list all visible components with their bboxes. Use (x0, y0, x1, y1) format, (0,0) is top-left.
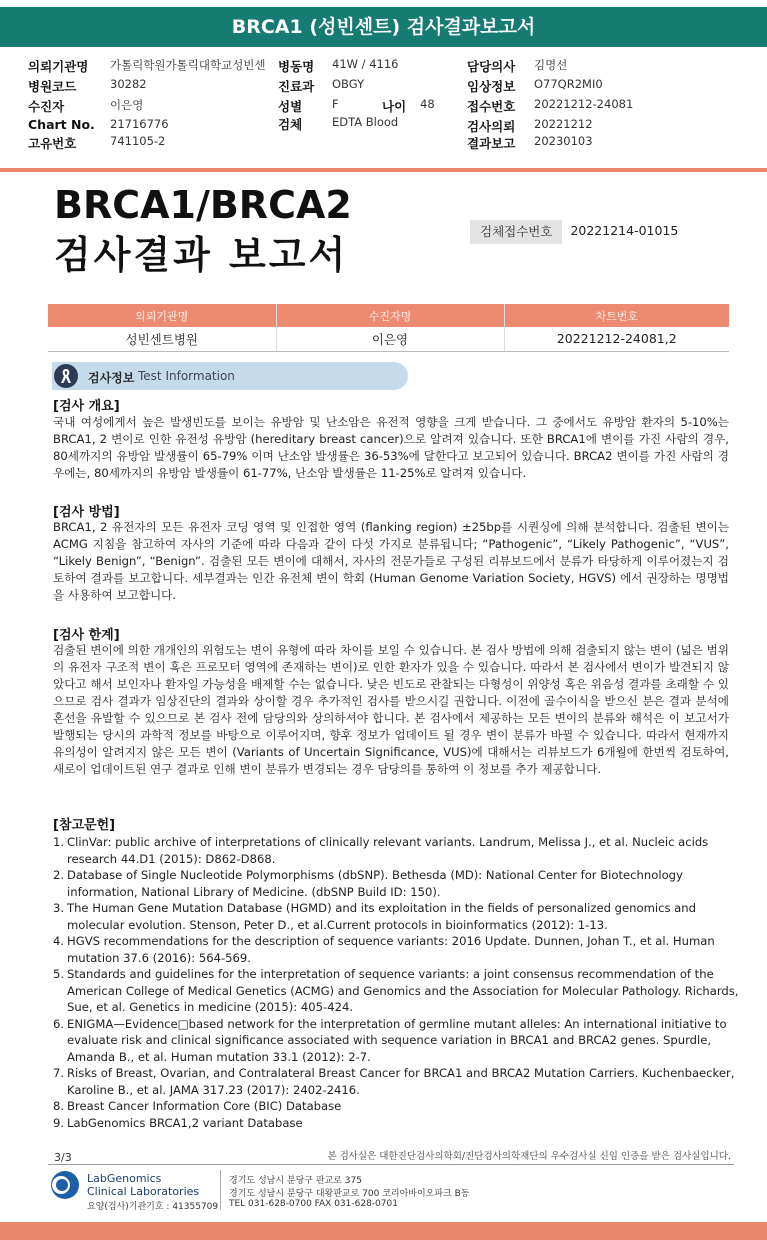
info-header-institution: 의뢰기관명 (48, 304, 276, 327)
list-item: 5. Standards and guidelines for the interpretation of sequence variants: a joint consensus recommendation of the American College of Medical Genetics (ACMG) and Genomics and the Association for Molecular Pathology. Richards, Sue, et al. Genetics in medicine (2015): 405-424. (53, 967, 739, 1014)
report-title-bar (0, 7, 767, 47)
hospital-code-value: 30282 (110, 77, 147, 91)
table-row (48, 327, 729, 351)
address-line2: 경기도 성남시 분당구 대왕판교로 700 코리아바이오파크 B동 (229, 1189, 470, 1199)
department-value: OBGY (332, 77, 365, 91)
info-table-header (48, 304, 729, 327)
references-heading: [참고문헌] (53, 818, 116, 833)
doctor-value: 김명선 (534, 58, 568, 72)
ribbon-icon (54, 364, 78, 388)
accession-label: 접수번호 (467, 99, 516, 114)
unique-label: 고유번호 (28, 136, 77, 151)
report-heading-line2: 검사결과 보고서 (54, 233, 349, 277)
specimen-receipt-value: 20221214-01015 (570, 223, 679, 238)
institution-code: 요양(검사)기관기호 : 41355709 (87, 1202, 219, 1212)
specimen-receipt (470, 220, 686, 244)
list-item: 6. ENIGMA—Evidence□based network for the interpretation of germline mutant alleles: An international initiative to evaluate risk and clinical significance associated with sequence variation in BRCA1 and BRCA2 genes. Spurdle, Amanda B., et al. Human mutation 33.1 (2012): 2-7. (53, 1016, 727, 1064)
hospital-code-label: 병원코드 (28, 79, 77, 94)
list-item: 1. ClinVar: public archive of interpretations of clinically relevant variants. Landrum, Melissa J., et al. Nucleic acids research 44.D1 (2015): D862-D868. (53, 835, 709, 866)
info-table (48, 304, 729, 352)
certification-note: 본 검사실은 대한진단검사의학회/진단검사의학재단의 우수검사실 신임 인증을 받은 검사실입니다. (327, 1151, 731, 1162)
ward-value: 41W / 4116 (332, 57, 399, 71)
references-list (53, 834, 745, 1131)
list-item: 7. Risks of Breast, Ovarian, and Contralateral Breast Cancer for BRCA1 and BRCA2 Mutation Carriers. Kuchenbaecker, Karoline B., et al. JAMA 317.23 (2017): 2402-2416. (53, 1066, 735, 1097)
clinical-info-value: O77QR2MI0 (534, 77, 603, 91)
test-info-title-en: Test Information (138, 369, 235, 383)
info-cell-institution: 성빈센트병원 (48, 327, 276, 351)
report-heading (54, 180, 352, 280)
list-item: 3. The Human Gene Mutation Database (HGMD) and its exploitation in the fields of personalized genomics and molecular evolution. Stenson, Peter D., et al.Current protocols in bioinformatics (2012): 1-13. (53, 901, 696, 932)
report-date-label: 결과보고 (467, 136, 516, 151)
institution-label: 의뢰기관명 (28, 59, 89, 74)
labgenomics-logo-icon (50, 1170, 80, 1200)
specimen-value: EDTA Blood (332, 115, 399, 129)
page-number: 3/3 (54, 1151, 72, 1164)
footer-divider (48, 1164, 734, 1165)
age-label: 나이 (382, 99, 407, 114)
doctor-label: 담당의사 (467, 59, 516, 74)
phone-line: TEL 031-628-0700 FAX 031-628-0701 (229, 1199, 398, 1209)
specimen-receipt-label: 검체접수번호 (470, 220, 562, 244)
report-date-value: 20230103 (534, 134, 593, 148)
patient-meta (0, 52, 767, 152)
unique-value: 741105-2 (110, 134, 166, 148)
report-heading-line1: BRCA1/BRCA2 (54, 183, 352, 227)
list-item: 8. Breast Cancer Information Core (BIC) Database (53, 1099, 342, 1113)
info-cell-patient: 이은영 (276, 327, 504, 351)
request-date-value: 20221212 (534, 117, 593, 131)
divider-bar (0, 168, 767, 172)
info-header-chart: 차트번호 (504, 304, 729, 327)
list-item: 2. Database of Single Nucleotide Polymorphisms (dbSNP). Bethesda (MD): National Center for Biotechnology information, National Library of Medicine. (dbSNP Build ID: 150). (53, 868, 683, 899)
lab-name-line2: Clinical Laboratories (87, 1185, 200, 1198)
accession-value: 20221212-24081 (534, 97, 634, 111)
chart-value: 21716776 (110, 117, 169, 131)
ward-label: 병동명 (278, 59, 315, 74)
method-heading: [검사 방법] (53, 505, 120, 520)
patient-value: 이은영 (110, 98, 144, 112)
request-date-label: 검사의뢰 (467, 119, 516, 134)
test-info-header (52, 362, 408, 390)
department-label: 진료과 (278, 79, 315, 94)
footer-vertical-divider (220, 1170, 221, 1210)
overview-heading: [검사 개요] (53, 399, 120, 414)
info-header-patient: 수진자명 (276, 304, 504, 327)
list-item: 4. HGVS recommendations for the description of sequence variants: 2016 Update. Dunnen, Johan T., et al. Human mutation 37.6 (2016): 564-569. (53, 934, 715, 965)
age-value: 48 (420, 97, 435, 111)
limitation-heading: [검사 한계] (53, 628, 120, 643)
list-item: 9. LabGenomics BRCA1,2 variant Database (53, 1115, 303, 1130)
lab-name-line1: LabGenomics (87, 1172, 162, 1185)
sex-value: F (332, 97, 339, 111)
chart-label: Chart No. (28, 117, 95, 132)
overview-text: 국내 여성에게서 높은 발생빈도를 보이는 유방암 및 난소암은 유전적 영향을 크게 받습니다. 그 중에서도 유방암 환자의 5-10%는 BRCA1, 2 변이로 인한 유전성 유방암 (hereditary breast cancer)으로 알려져 있습니다. 또한 BRCA1에 변이를 가진 사람의 경우, 80세까지의 유방암 발생률이 65-79% 이며 난소암 발생률은 36-53%에 달한다고 보고되어 있습니다. BRCA2 변이를 가진 사람의 경우에는, 80세까지의 유방암 발생률이 61-77%, 난소암 발생률은 11-25%로 알려져 있습니다. (53, 415, 729, 480)
report-title: BRCA1 (성빈센트) 검사결과보고서 (231, 16, 536, 38)
address-line1: 경기도 성남시 분당구 판교로 375 (229, 1176, 362, 1186)
test-info-title: 검사정보 (88, 371, 135, 385)
institution-value: 가톨릭학원가톨릭대학교성빈센 (110, 58, 266, 72)
specimen-label: 검체 (278, 117, 303, 132)
info-cell-chart: 20221212-24081,2 (504, 327, 729, 351)
bottom-band (0, 1222, 767, 1240)
clinical-info-label: 임상정보 (467, 79, 516, 94)
sex-label: 성별 (278, 99, 303, 114)
patient-label: 수진자 (28, 99, 65, 114)
method-text: BRCA1, 2 유전자의 모든 유전자 코딩 영역 및 인접한 영역 (flanking region) ±25bp를 시퀀싱에 의해 분석합니다. 검출된 변이는 ACMG 지침을 참고하여 자사의 기준에 따라 다음과 같이 다섯 가지로 분류됩니다; “Pathogenic”, “Likely Pathogenic”, “VUS”, “Likely Benign”, “Benign”. 검출된 모든 변이에 대해서, 자사의 전문가들로 구성된 리뷰보드에서 분류가 타당하게 이루어졌는지 검토하여 결과를 보고합니다. 세부결과는 인간 유전체 변이 학회 (Human Genome Variation Society, HGVS) 에서 권장하는 명명법을 사용하여 보고합니다. (53, 520, 729, 602)
limitation-text: 검출된 변이에 의한 개개인의 위험도는 변이 유형에 따라 차이를 보일 수 있습니다. 본 검사 방법에 의해 검출되지 않는 변이 (넓은 범위의 유전자 구조적 변이 혹은 프로모터 영역에 존재하는 변이)로 인한 환자가 있을 수 있습니다. 따라서 본 검사에서 변이가 발견되지 않았다고 해서 보인자나 환자일 가능성을 배제할 수는 없습니다. 낮은 빈도로 관찰되는 다형성이 위양성 혹은 위음성 결과를 초래할 수 있으므로 검사 결과가 임상진단의 결과와 상이할 경우 추가적인 검사를 받으시길 권합니다. 이전에 골수이식을 받으신 분은 결과 분석에 혼선을 유발할 수 있으므로 본 검사 전에 담당의와 상의하셔야 합니다. 본 검사에서 제공하는 모든 변이의 분류와 해석은 이 보고서가 발행되는 당시의 과학적 정보를 바탕으로 이루어지며, 향후 정보가 업데이트 될 경우 변이 분류가 바뀔 수 있습니다. 따라서 현재까지 유의성이 알려지지 않은 모든 변이 (Variants of Uncertain Significance, VUS)에 대해서는 리뷰보드가 6개월에 한번씩 검토하여, 새로이 업데이트된 연구 결과로 인해 변이 분류가 변경되는 경우 담당의를 통하여 이 정보를 추가 제공합니다. (53, 643, 729, 776)
